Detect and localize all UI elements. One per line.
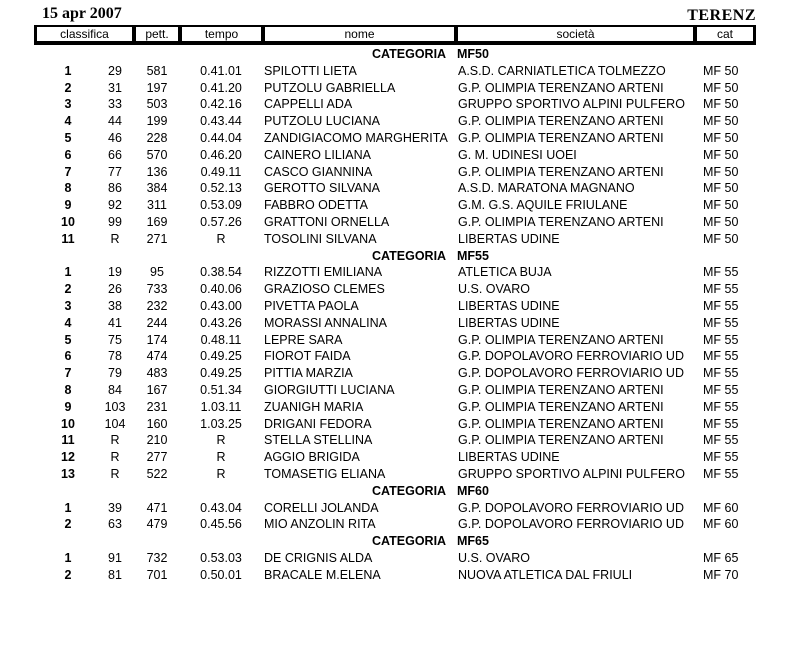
time: R [216, 466, 226, 481]
club: G.P. DOPOLAVORO FERROVIARIO UD [458, 500, 684, 515]
club: G.P. OLIMPIA TERENZANO ARTENI [458, 332, 664, 347]
result-row [0, 382, 787, 399]
time: 0.50.01 [200, 567, 242, 582]
category-label: CATEGORIA [372, 534, 447, 549]
result-row [0, 96, 787, 113]
athlete-name: RIZZOTTI EMILIANA [264, 265, 383, 280]
category-code: MF 50 [703, 130, 739, 145]
result-row [0, 264, 787, 281]
category-label: CATEGORIA [372, 248, 447, 263]
time: 0.49.25 [200, 366, 242, 381]
club: G.P. OLIMPIA TERENZANO ARTENI [458, 416, 664, 431]
result-row [0, 315, 787, 332]
category-code: MF 50 [703, 181, 739, 196]
club: G.P. OLIMPIA TERENZANO ARTENI [458, 399, 664, 414]
result-row [0, 466, 787, 483]
club: G.P. OLIMPIA TERENZANO ARTENI [458, 382, 664, 397]
category-code: MF 50 [703, 97, 739, 112]
category-code: MF 50 [703, 198, 739, 213]
rank: 11 [61, 231, 75, 246]
time: 0.43.04 [200, 500, 242, 515]
result-row [0, 348, 787, 365]
time: 1.03.25 [200, 416, 242, 431]
result-row [0, 214, 787, 231]
category-code: MF 55 [703, 315, 739, 330]
result-row [0, 550, 787, 567]
rank: 5 [64, 130, 72, 145]
position: 79 [108, 366, 122, 381]
category-code: MF 55 [703, 382, 739, 397]
time: 0.44.04 [200, 130, 242, 145]
time: 0.41.01 [200, 63, 242, 78]
time: 0.49.11 [200, 164, 242, 179]
bib: 167 [146, 382, 168, 397]
time: 0.43.00 [200, 298, 242, 313]
category-code: MF 65 [703, 550, 739, 565]
position: 19 [108, 265, 122, 280]
category-code: MF 55 [703, 399, 739, 414]
bib: 384 [146, 181, 168, 196]
club: G.P. DOPOLAVORO FERROVIARIO UD [458, 517, 684, 532]
category-code: MF 50 [703, 231, 739, 246]
position: R [110, 450, 120, 465]
category-code: MF 55 [703, 433, 739, 448]
position: 84 [108, 382, 122, 397]
category-header [0, 46, 787, 63]
position: 41 [108, 315, 122, 330]
position: 91 [108, 550, 122, 565]
time: 0.53.09 [200, 198, 242, 213]
club: G.P. OLIMPIA TERENZANO ARTENI [458, 80, 664, 95]
rank: 6 [64, 349, 72, 364]
time: R [216, 231, 226, 246]
category-code: MF 55 [703, 366, 739, 381]
column-header-bar [34, 25, 756, 45]
rank: 13 [61, 466, 75, 481]
athlete-name: TOMASETIG ELIANA [264, 466, 386, 481]
position: 29 [108, 63, 122, 78]
results-list [0, 46, 787, 584]
athlete-name: PITTIA MARZIA [264, 366, 353, 381]
col-nome: nome [265, 27, 454, 41]
bib: 479 [146, 517, 168, 532]
result-row [0, 130, 787, 147]
club: GRUPPO SPORTIVO ALPINI PULFERO [458, 466, 685, 481]
result-row [0, 164, 787, 181]
rank: 3 [64, 97, 72, 112]
rank: 1 [64, 500, 72, 515]
athlete-name: LEPRE SARA [264, 332, 343, 347]
athlete-name: CASCO GIANNINA [264, 164, 373, 179]
time: 0.46.20 [200, 147, 242, 162]
athlete-name: FIOROT FAIDA [264, 349, 351, 364]
col-pett: pett. [136, 27, 178, 41]
club: GRUPPO SPORTIVO ALPINI PULFERO [458, 97, 685, 112]
rank: 11 [61, 433, 75, 448]
rank: 2 [64, 567, 72, 582]
time: 0.38.54 [200, 265, 242, 280]
result-row [0, 80, 787, 97]
rank: 2 [64, 80, 72, 95]
category-name: MF65 [457, 534, 489, 549]
category-code: MF 50 [703, 164, 739, 179]
athlete-name: CAPPELLI ADA [264, 97, 353, 112]
athlete-name: GRATTONI ORNELLA [264, 214, 390, 229]
position: 39 [108, 500, 122, 515]
position: 104 [104, 416, 126, 431]
position: 26 [108, 282, 122, 297]
rank: 7 [64, 164, 72, 179]
bib: 197 [146, 80, 168, 95]
club: G.P. OLIMPIA TERENZANO ARTENI [458, 114, 664, 129]
category-code: MF 55 [703, 466, 739, 481]
category-name: MF60 [457, 483, 489, 498]
time: 0.41.20 [200, 80, 242, 95]
bib: 231 [146, 399, 168, 414]
position: 86 [108, 181, 122, 196]
bib: 160 [146, 416, 168, 431]
club: G.P. OLIMPIA TERENZANO ARTENI [458, 433, 664, 448]
result-row [0, 180, 787, 197]
report-date: 15 apr 2007 [42, 5, 122, 22]
report-header [42, 5, 756, 25]
club: U.S. OVARO [458, 282, 531, 297]
club: LIBERTAS UDINE [458, 298, 560, 313]
rank: 10 [61, 416, 75, 431]
result-row [0, 298, 787, 315]
time: 0.51.34 [200, 382, 242, 397]
bib: 733 [146, 282, 168, 297]
rank: 9 [64, 399, 72, 414]
time: R [216, 433, 226, 448]
athlete-name: SPILOTTI LIETA [264, 63, 357, 78]
position: 78 [108, 349, 122, 364]
athlete-name: GIORGIUTTI LUCIANA [264, 382, 395, 397]
club: ATLETICA BUJA [458, 265, 552, 280]
position: R [110, 433, 120, 448]
bib: 271 [146, 231, 168, 246]
athlete-name: PUTZOLU LUCIANA [264, 114, 380, 129]
result-row [0, 516, 787, 533]
result-row [0, 399, 787, 416]
rank: 1 [64, 63, 72, 78]
col-societa: società [458, 27, 693, 41]
rank: 1 [64, 265, 72, 280]
bib: 136 [146, 164, 168, 179]
bib: 311 [147, 198, 167, 213]
time: 0.48.11 [200, 332, 242, 347]
athlete-name: CORELLI JOLANDA [264, 500, 379, 515]
time: 0.43.44 [200, 114, 242, 129]
rank: 8 [64, 181, 72, 196]
time: 0.53.03 [200, 550, 242, 565]
position: 92 [108, 198, 122, 213]
category-header [0, 483, 787, 500]
athlete-name: PUTZOLU GABRIELLA [264, 80, 396, 95]
col-tempo: tempo [182, 27, 261, 41]
category-code: MF 50 [703, 214, 739, 229]
club: G.P. OLIMPIA TERENZANO ARTENI [458, 164, 664, 179]
category-code: MF 70 [703, 567, 739, 582]
rank: 3 [64, 298, 72, 313]
category-code: MF 55 [703, 416, 739, 431]
rank: 4 [64, 315, 72, 330]
bib: 474 [146, 349, 168, 364]
rank: 7 [64, 366, 72, 381]
rank: 1 [64, 550, 72, 565]
result-row [0, 231, 787, 248]
bib: 277 [146, 450, 168, 465]
bib: 210 [146, 433, 168, 448]
result-row [0, 332, 787, 349]
athlete-name: BRACALE M.ELENA [264, 567, 381, 582]
athlete-name: GEROTTO SILVANA [264, 181, 380, 196]
athlete-name: ZANDIGIACOMO MARGHERITA [264, 130, 448, 145]
position: 44 [108, 114, 122, 129]
bib: 199 [146, 114, 168, 129]
position: 66 [108, 147, 122, 162]
bib: 701 [146, 567, 168, 582]
result-row [0, 147, 787, 164]
rank: 6 [64, 147, 72, 162]
athlete-name: ZUANIGH MARIA [264, 399, 364, 414]
club: LIBERTAS UDINE [458, 231, 560, 246]
club: G.P. OLIMPIA TERENZANO ARTENI [458, 214, 664, 229]
bib: 95 [150, 265, 164, 280]
athlete-name: PIVETTA PAOLA [264, 298, 359, 313]
bib: 503 [146, 97, 168, 112]
time: 0.45.56 [200, 517, 242, 532]
position: 77 [108, 164, 122, 179]
result-row [0, 416, 787, 433]
bib: 732 [146, 550, 168, 565]
bib: 174 [146, 332, 168, 347]
category-header [0, 248, 787, 265]
result-row [0, 567, 787, 584]
bib: 232 [146, 298, 168, 313]
position: 46 [108, 130, 122, 145]
position: 75 [108, 332, 122, 347]
bib: 228 [146, 130, 168, 145]
club: A.S.D. CARNIATLETICA TOLMEZZO [458, 63, 666, 78]
athlete-name: FABBRO ODETTA [264, 198, 368, 213]
rank: 10 [61, 214, 75, 229]
club: LIBERTAS UDINE [458, 315, 560, 330]
position: 81 [108, 567, 122, 582]
result-row [0, 500, 787, 517]
athlete-name: MORASSI ANNALINA [264, 315, 387, 330]
bib: 483 [146, 366, 168, 381]
athlete-name: CAINERO LILIANA [264, 147, 371, 162]
category-name: MF55 [457, 248, 489, 263]
result-row [0, 365, 787, 382]
bib: 471 [146, 500, 168, 515]
col-classifica: classifica [37, 27, 132, 41]
position: 99 [108, 214, 122, 229]
athlete-name: DRIGANI FEDORA [264, 416, 372, 431]
rank: 4 [64, 114, 72, 129]
category-code: MF 50 [703, 80, 739, 95]
rank: 12 [61, 450, 75, 465]
position: 63 [108, 517, 122, 532]
rank: 9 [64, 198, 72, 213]
time: 0.49.25 [200, 349, 242, 364]
rank: 2 [64, 282, 72, 297]
athlete-name: MIO ANZOLIN RITA [264, 517, 376, 532]
position: 33 [108, 97, 122, 112]
result-row [0, 281, 787, 298]
position: 38 [108, 298, 122, 313]
rank: 2 [64, 517, 72, 532]
club: U.S. OVARO [458, 550, 531, 565]
bib: 581 [146, 63, 168, 78]
time: R [216, 450, 226, 465]
result-row [0, 432, 787, 449]
category-code: MF 55 [703, 450, 739, 465]
position: 103 [104, 399, 126, 414]
club: LIBERTAS UDINE [458, 450, 560, 465]
club: NUOVA ATLETICA DAL FRIULI [458, 567, 633, 582]
bib: 244 [146, 315, 168, 330]
club: G.P. DOPOLAVORO FERROVIARIO UD [458, 366, 684, 381]
category-code: MF 55 [703, 282, 739, 297]
result-row [0, 113, 787, 130]
time: 0.40.06 [200, 282, 242, 297]
rank: 5 [64, 332, 72, 347]
category-code: MF 55 [703, 265, 739, 280]
category-label: CATEGORIA [372, 47, 447, 61]
category-code: MF 55 [703, 332, 739, 347]
col-cat: cat [697, 27, 753, 41]
result-row [0, 449, 787, 466]
category-code: MF 55 [703, 298, 739, 313]
category-code: MF 50 [703, 114, 739, 129]
club: A.S.D. MARATONA MAGNANO [458, 181, 635, 196]
athlete-name: GRAZIOSO CLEMES [264, 282, 385, 297]
report-place: TERENZ [687, 7, 756, 24]
category-name: MF50 [457, 47, 489, 61]
athlete-name: DE CRIGNIS ALDA [264, 550, 373, 565]
time: 0.57.26 [200, 214, 242, 229]
category-code: MF 55 [703, 349, 739, 364]
category-label: CATEGORIA [372, 483, 447, 498]
position: 31 [108, 80, 122, 95]
rank: 8 [64, 382, 72, 397]
bib: 570 [146, 147, 168, 162]
time: 1.03.11 [200, 399, 242, 414]
result-row [0, 63, 787, 80]
club: G.M. G.S. AQUILE FRIULANE [458, 198, 628, 213]
bib: 522 [146, 466, 168, 481]
athlete-name: TOSOLINI SILVANA [264, 231, 377, 246]
category-code: MF 60 [703, 500, 739, 515]
club: G. M. UDINESI UOEI [458, 147, 577, 162]
bib: 169 [146, 214, 168, 229]
time: 0.42.16 [200, 97, 242, 112]
time: 0.52.13 [200, 181, 242, 196]
position: R [110, 231, 120, 246]
category-header [0, 533, 787, 550]
category-code: MF 60 [703, 517, 739, 532]
club: G.P. DOPOLAVORO FERROVIARIO UD [458, 349, 684, 364]
athlete-name: AGGIO BRIGIDA [264, 450, 360, 465]
result-row [0, 197, 787, 214]
club: G.P. OLIMPIA TERENZANO ARTENI [458, 130, 664, 145]
category-code: MF 50 [703, 147, 739, 162]
category-code: MF 50 [703, 63, 739, 78]
athlete-name: STELLA STELLINA [264, 433, 373, 448]
position: R [110, 466, 120, 481]
time: 0.43.26 [200, 315, 242, 330]
